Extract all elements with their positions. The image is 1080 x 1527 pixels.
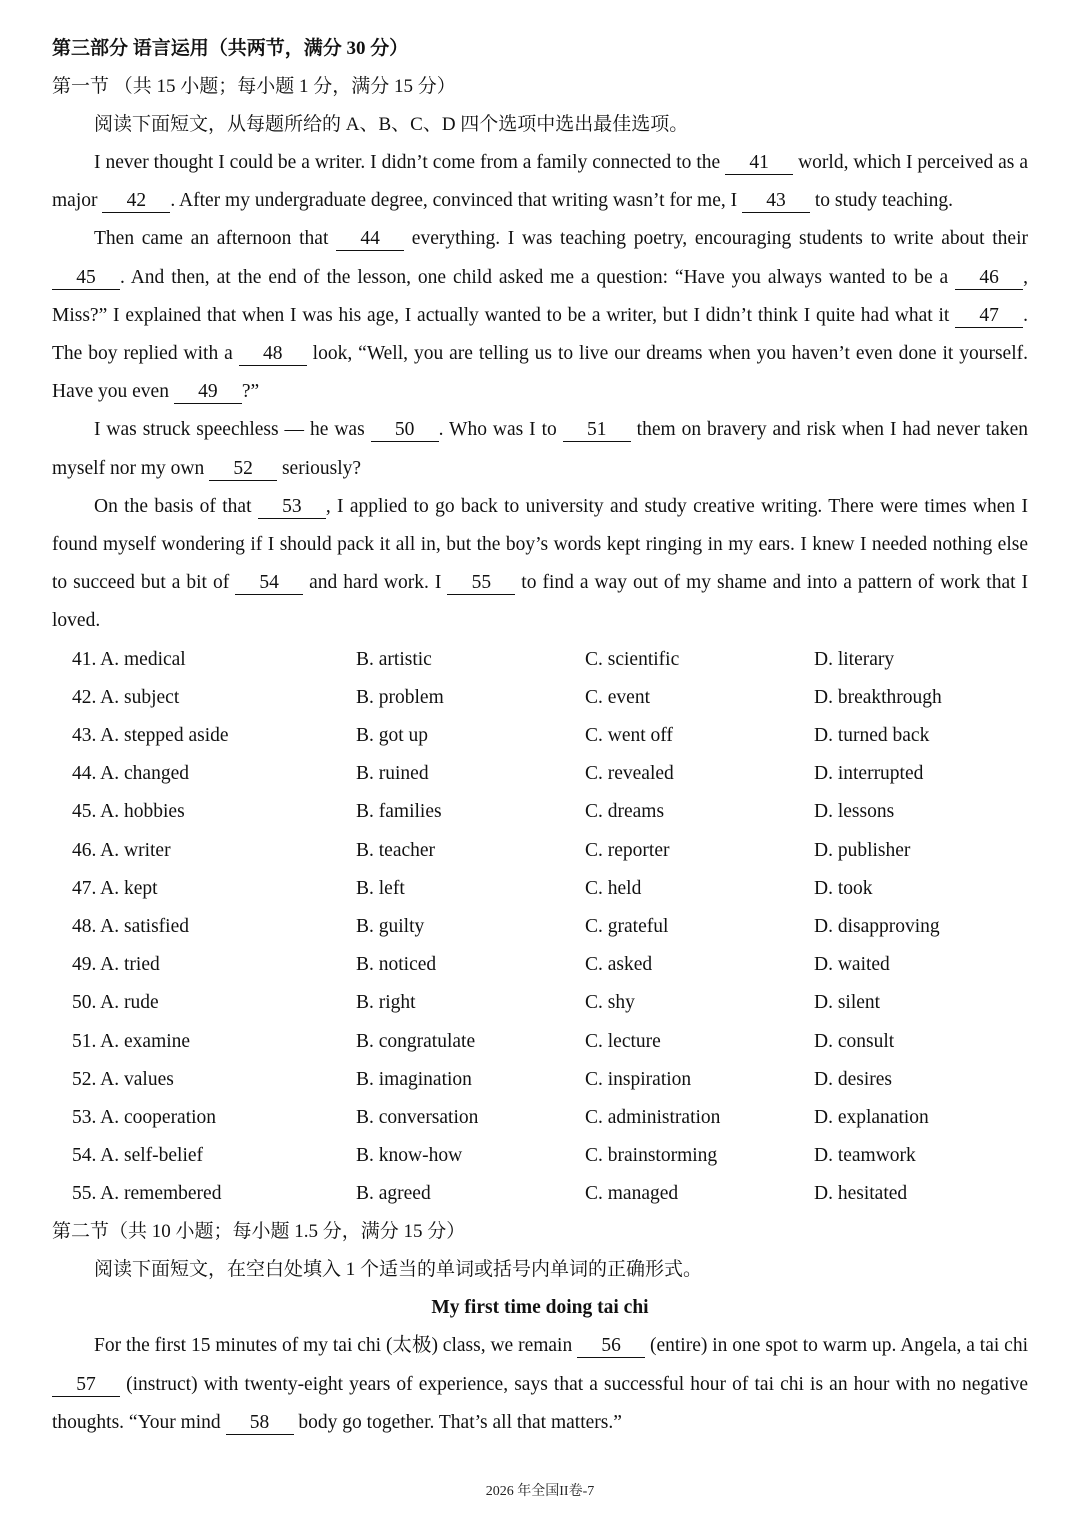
option-c: C. lecture [585,1030,661,1052]
option-a: 52. A. values [72,1068,174,1090]
option-a: 50. A. rude [72,992,159,1014]
option-d: D. teamwork [814,1145,916,1167]
passage-text: seriously? [277,457,362,479]
passage-text: , Miss?” I explained that when I was his age, I actually wanted to be a writer, but I didn’t think I quite had what it [52,266,1028,326]
passage-text: On the basis of that [94,495,258,517]
option-b: B. problem [356,686,444,708]
option-c: C. held [585,877,642,899]
option-c: C. reporter [585,839,670,861]
option-row [52,908,1028,946]
option-a: 45. A. hobbies [72,801,185,823]
passage-paragraph [52,488,1028,641]
option-d: D. disapproving [814,915,940,937]
option-a: 51. A. examine [72,1030,191,1052]
passage-text: (entire) in one spot to warm up. Angela, a tai chi [645,1335,1028,1357]
option-d: D. silent [814,992,881,1014]
section2-passage [52,1327,1028,1442]
blank-42: 42 [102,190,170,213]
blank-56: 56 [577,1335,645,1358]
option-d: D. hesitated [814,1183,908,1205]
option-row [52,1099,1028,1137]
section1-heading: 第一节 （共 15 小题；每小题 1 分，满分 15 分） [52,76,456,97]
option-row [52,717,1028,755]
blank-55: 55 [447,572,515,595]
passage-paragraph [52,1327,1028,1442]
option-b: B. agreed [356,1183,431,1205]
option-c: C. grateful [585,915,669,937]
option-row [52,984,1028,1022]
section1-instruction: 阅读下面短文，从每题所给的 A、B、C、D 四个选项中选出最佳选项。 [94,114,689,135]
option-d: D. waited [814,954,890,976]
option-b: B. left [356,877,405,899]
option-c: C. went off [585,725,673,747]
option-c: C. shy [585,992,635,1014]
option-b: B. noticed [356,954,437,976]
option-c: C. asked [585,954,653,976]
passage-text: everything. I was teaching poetry, encouraging students to write about their [404,228,1028,250]
option-a: 44. A. changed [72,763,189,785]
blank-52: 52 [209,458,277,481]
option-a: 54. A. self-belief [72,1145,204,1167]
option-row [52,1061,1028,1099]
option-b: B. families [356,801,442,823]
option-c: C. scientific [585,648,680,670]
blank-46: 46 [955,267,1023,290]
option-a: 42. A. subject [72,686,180,708]
option-d: D. took [814,877,873,899]
option-c: C. inspiration [585,1068,692,1090]
option-d: D. lessons [814,801,895,823]
option-row [52,832,1028,870]
blank-43: 43 [742,190,810,213]
passage-text: and hard work. I [303,572,448,594]
option-d: D. explanation [814,1106,929,1128]
option-a: 43. A. stepped aside [72,725,229,747]
passage-text: I was struck speechless — he was [94,419,371,441]
passage-text: to find a way out of my shame and into a pattern of work that I loved. [52,572,1028,632]
option-row [52,1137,1028,1175]
option-row [52,793,1028,831]
passage-text: . The boy replied with a [52,304,1028,365]
option-a: 55. A. remembered [72,1183,222,1205]
option-a: 49. A. tried [72,954,160,976]
passage-text: look, “Well, you are telling us to live our dreams when you haven’t even done it yourself. Have you even [52,343,1028,403]
passage-text: For the first 15 minutes of my tai chi (太极) class, we remain [94,1335,578,1357]
options-list [52,641,1028,1214]
blank-48: 48 [239,343,307,366]
option-a: 48. A. satisfied [72,915,189,937]
blank-44: 44 [336,228,404,251]
option-a: 53. A. cooperation [72,1106,217,1128]
blank-58: 58 [226,1412,294,1435]
option-b: B. know-how [356,1145,463,1167]
section1-passage [52,144,1028,641]
section2-heading: 第二节（共 10 小题；每小题 1.5 分，满分 15 分） [52,1221,466,1243]
passage-text: . After my undergraduate degree, convinced that writing wasn’t for me, I [170,190,742,212]
option-b: B. guilty [356,915,425,937]
option-c: C. revealed [585,763,674,785]
passage-paragraph [52,144,1028,220]
option-d: D. turned back [814,725,930,747]
exam-page [52,30,1028,1442]
option-b: B. teacher [356,839,436,861]
option-a: 41. A. medical [72,648,186,670]
option-b: B. ruined [356,763,429,785]
passage-text: them on bravery and risk when I had never taken myself nor my own [52,419,1028,479]
passage-text: body go together. That’s all that matters.” [293,1411,622,1433]
option-d: D. desires [814,1068,892,1090]
option-d: D. publisher [814,839,911,861]
blank-53: 53 [258,496,326,519]
option-c: C. brainstorming [585,1145,718,1167]
option-b: B. conversation [356,1106,479,1128]
option-c: C. administration [585,1106,721,1128]
option-c: C. managed [585,1183,679,1205]
option-b: B. congratulate [356,1030,476,1052]
blank-49: 49 [174,381,242,404]
passage-text: I never thought I could be a writer. I didn’t come from a family connected to the [94,152,726,173]
blank-45: 45 [52,267,120,290]
passage-text: Then came an afternoon that [94,228,337,250]
passage-text: ?” [241,381,260,403]
passage-text: world, which I perceived as a major [52,152,1028,212]
passage-text: , I applied to go back to university and study creative writing. There were times when I found myself wondering if I should pack it all in, but the boy’s words kept ringing in my ears. I knew I needed nothing else to succeed but a bit of [52,495,1028,594]
blank-54: 54 [235,572,303,595]
option-b: B. artistic [356,648,432,670]
option-row [52,946,1028,984]
passage-title: My first time doing tai chi [431,1297,649,1319]
option-row [52,641,1028,679]
passage-text: (instruct) with twenty-eight years of experience, says that a successful hour of tai chi is an hour with no negative thoughts. “Your mind [52,1373,1028,1433]
option-b: B. right [356,992,416,1014]
blank-51: 51 [563,419,631,442]
option-d: D. literary [814,648,895,670]
blank-47: 47 [955,305,1023,328]
passage-paragraph [52,411,1028,487]
option-a: 46. A. writer [72,839,171,861]
passage-text: . And then, at the end of the lesson, one child asked me a question: “Have you always wanted to be a [120,266,956,288]
section2-instruction: 阅读下面短文，在空白处填入 1 个适当的单词或括号内单词的正确形式。 [94,1259,703,1281]
option-row [52,755,1028,793]
option-b: B. imagination [356,1068,472,1090]
option-a: 47. A. kept [72,877,158,899]
option-row [52,679,1028,717]
passage-paragraph [52,220,1028,411]
option-row [52,1175,1028,1213]
passage-text: . Who was I to [438,419,563,441]
blank-57: 57 [52,1374,120,1397]
option-d: D. interrupted [814,763,924,785]
option-d: D. consult [814,1030,895,1052]
option-c: C. dreams [585,801,665,823]
page-footer: 2026 年全国II卷-7 [485,1484,595,1499]
option-row [52,1023,1028,1061]
blank-50: 50 [371,419,439,442]
option-d: D. breakthrough [814,686,942,708]
option-c: C. event [585,686,650,708]
option-row [52,870,1028,908]
option-b: B. got up [356,725,429,747]
passage-text: to study teaching. [810,190,953,212]
blank-41: 41 [725,152,793,175]
part-heading: 第三部分 语言运用（共两节，满分 30 分） [52,38,409,59]
